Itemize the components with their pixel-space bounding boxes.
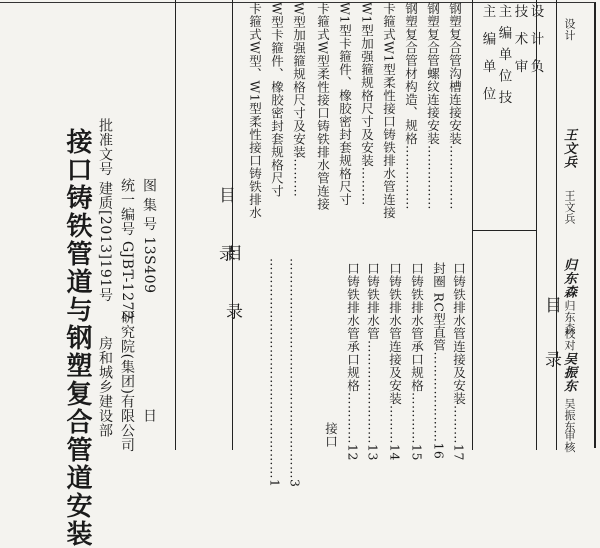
toc-left-entry-8[interactable]: 口铸铁排水管连接及安装………17	[451, 262, 467, 461]
review-label: 审核	[563, 430, 576, 453]
approval-doc-no: 批准文号 建质[2013]191号	[97, 118, 113, 303]
toc-right-entry-3[interactable]: W型加强箍规格尺寸及安装………	[291, 2, 307, 198]
staff-tech-review: 技术审	[511, 4, 528, 87]
toc-left-entry-7[interactable]: 封圈 RC型直管…………………16	[431, 262, 447, 460]
check-label: 校对	[563, 328, 576, 351]
toc-left-entry-6[interactable]: 口铸铁排水管承口规格…………15	[409, 262, 425, 461]
design-label: 设计	[563, 18, 576, 41]
day-tail-text: 日	[141, 408, 157, 423]
toc-right-entry-4[interactable]: 卡箍式W型柔性接口铸铁排水管连接	[315, 2, 331, 211]
toc-right-entry-5[interactable]: W1型卡箍件、橡胶密封套规格尺寸	[337, 2, 353, 206]
toc-heading-right: 目 录	[215, 186, 235, 280]
design-signature: 王文兵	[561, 128, 576, 169]
document-title: 接口铸铁管道与钢塑复合管道安装	[62, 128, 92, 548]
toc-right-entry-6[interactable]: W1型加强箍规格尺寸及安装………	[359, 2, 375, 206]
company-text: 研究院(集团)有限公司	[119, 310, 135, 453]
toc-left-entry-5[interactable]: 口铸铁排水管连接及安装………14	[387, 262, 403, 461]
toc-right-entry-9[interactable]: 钢塑复合管螺纹连接安装……………	[425, 2, 441, 210]
staff-chief-unit-lead: 主编单位技	[495, 4, 512, 112]
toc-right-entry-8[interactable]: 钢塑复合管材构造、规格……………	[403, 2, 419, 210]
toc-right-entry-10[interactable]: 钢塑复合管沟槽连接安装……………	[447, 2, 463, 210]
toc-left-entry-2[interactable]: ……………………………………………3	[287, 258, 303, 488]
toc-left-section-heading: 接口	[323, 422, 339, 448]
uniform-no: 统一编号 GJBT-1272	[119, 178, 135, 321]
staff-bottom-rule	[472, 230, 536, 231]
review-signature: 吴振东	[561, 352, 576, 393]
design-name: 王文兵	[563, 190, 576, 225]
toc-left-entry-4[interactable]: 口铸铁排水管……………………13	[365, 262, 381, 461]
toc-right-entry-2[interactable]: W型卡箍件、橡胶密封套规格尺寸	[269, 2, 285, 198]
toc-heading-left: 目 录	[222, 244, 242, 338]
check-name: 归东森	[563, 300, 576, 335]
toc-right-entry-7[interactable]: 卡箍式W1型柔性接口铸铁排水管连接	[381, 2, 397, 219]
toc-left-entry-1[interactable]: ……………………………………………1	[267, 258, 283, 488]
toc-right-entry-1[interactable]: 卡箍式W型、W1型柔性接口铸铁排水	[247, 2, 263, 220]
check-signature: 归东森	[561, 258, 576, 299]
title-block-mulu: 目 录	[541, 296, 561, 384]
staff-design-lead: 设计负	[527, 4, 544, 87]
issuer-text: 房和城乡建设部	[97, 336, 113, 438]
atlas-no: 图 集 号 13S409	[141, 178, 157, 294]
toc-left-entry-3[interactable]: 口铸铁排水管承口规格…………12	[345, 262, 361, 461]
staff-chief-unit: 主编单位	[479, 4, 496, 114]
divider-staff	[472, 0, 473, 450]
review-name: 吴振东	[563, 398, 576, 433]
divider-approval	[175, 0, 176, 450]
